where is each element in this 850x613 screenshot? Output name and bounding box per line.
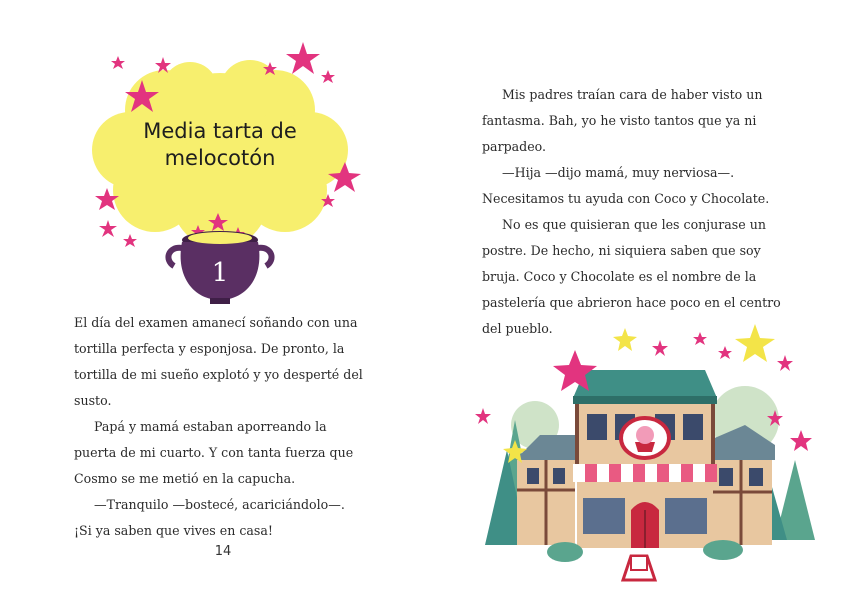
page-number: 14 <box>214 544 232 559</box>
paragraph: —Tranquilo —bostecé, acariciándolo—. ¡Si ya saben que vives en casa! <box>74 497 345 538</box>
paragraph: —Hija —dijo mamá, muy nerviosa—. Necesitamos tu ayuda con Coco y Chocolate. <box>482 165 770 206</box>
star-icon <box>321 70 335 83</box>
star-icon <box>735 324 775 362</box>
bakery-building <box>573 370 717 548</box>
star-icon <box>790 430 812 451</box>
left-page-body <box>74 310 364 544</box>
star-icon <box>286 42 320 74</box>
star-icon <box>693 332 707 345</box>
right-page <box>425 0 850 613</box>
star-icon <box>652 340 668 356</box>
paragraph: No es que quisieran que les conjurase un postre. De hecho, ni siquiera saben que soy bruja. Coco y Chocolate es el nombre de la pastelería que abrieron hace poco en el centro del pueblo. <box>482 217 781 336</box>
sidewalk-sign <box>623 556 655 580</box>
paragraph: Mis padres traían cara de haber visto un fantasma. Bah, yo he visto tantos que ya ni parpadeo. <box>482 87 763 154</box>
star-icon <box>777 355 793 371</box>
chapter-number: 1 <box>211 258 229 288</box>
star-icon <box>99 220 117 237</box>
star-icon <box>718 346 732 359</box>
paragraph: El día del examen amanecí soñando con una tortilla perfecta y esponjosa. De pronto, la tortilla de mi sueño explotó y yo desperté del susto. <box>74 315 363 408</box>
side-house-left <box>515 435 575 545</box>
star-icon <box>475 408 491 424</box>
bakery-illustration <box>455 310 815 590</box>
chapter-title: Media tarta de melocotón <box>143 119 297 170</box>
awning <box>573 464 717 482</box>
star-icon <box>111 56 125 69</box>
star-icon <box>613 328 637 351</box>
side-house-right <box>710 425 775 545</box>
star-icon <box>123 234 137 247</box>
paragraph: Papá y mamá estaban aporreando la puerta de mi cuarto. Y con tanta fuerza que Cosmo se me metió en la capucha. <box>74 419 354 486</box>
right-page-body <box>482 82 782 342</box>
